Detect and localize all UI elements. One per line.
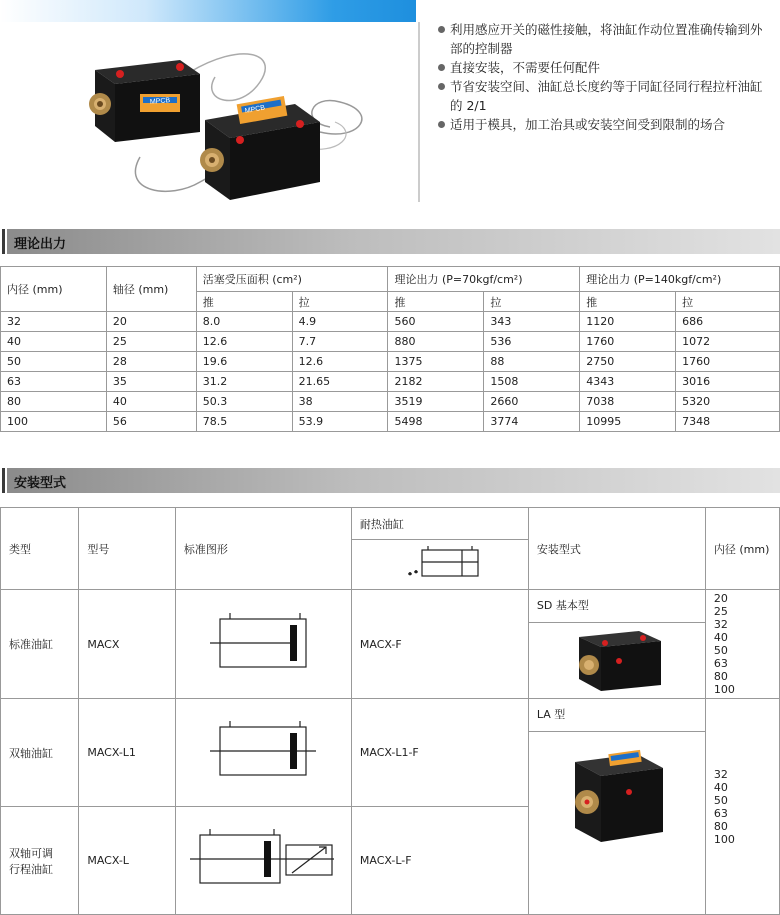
- feature-item: 利用感应开关的磁性接触，将油缸作动位置准确传输到外部的控制器: [438, 20, 768, 58]
- cell: 38: [292, 392, 388, 412]
- bore-value: 80: [713, 670, 728, 683]
- cell: 1072: [676, 332, 780, 352]
- cell: 25: [106, 332, 196, 352]
- symbol-cell: [175, 590, 351, 699]
- cell: 28: [106, 352, 196, 372]
- cell: 1120: [580, 312, 676, 332]
- bore-value: 20: [713, 592, 728, 605]
- cell: 21.65: [292, 372, 388, 392]
- cell: 536: [484, 332, 580, 352]
- mount-cell-sd: [528, 590, 705, 699]
- cell: 88: [484, 352, 580, 372]
- mount-label: SD 基本型: [529, 590, 705, 623]
- brand-logo-text: MPCB: [244, 104, 266, 115]
- header-symbol: 标准图形: [175, 508, 351, 590]
- header-push: 推: [580, 292, 676, 312]
- header-push: 推: [196, 292, 292, 312]
- cell-type: 双轴油缸: [1, 699, 79, 807]
- table-row: [1, 352, 780, 372]
- cell: 100: [1, 412, 107, 432]
- cell: 343: [484, 312, 580, 332]
- standard-cylinder-symbol: [176, 591, 351, 695]
- bore-value: 100: [713, 832, 735, 846]
- cell-heat: MACX-L1-F: [351, 699, 528, 807]
- heat-symbol-cell: [351, 540, 528, 590]
- header-pull: 拉: [484, 292, 580, 312]
- cell: 560: [388, 312, 484, 332]
- header-bore: 内径 (mm): [705, 508, 779, 590]
- bore-list-la: [705, 699, 779, 915]
- table-row: [1, 412, 780, 432]
- cell: 10995: [580, 412, 676, 432]
- cell-heat: MACX-L-F: [351, 807, 528, 915]
- feature-item: 直接安装，不需要任何配件: [438, 58, 768, 77]
- bore-value: 25: [713, 605, 728, 618]
- cell-model: MACX-L: [79, 807, 176, 915]
- cell-model: MACX: [79, 590, 176, 699]
- cell: 56: [106, 412, 196, 432]
- table-row: [1, 312, 780, 332]
- section-title: 安装型式: [14, 476, 67, 491]
- cell: 7038: [580, 392, 676, 412]
- cell: 2182: [388, 372, 484, 392]
- cell: 32: [1, 312, 107, 332]
- cell: 5498: [388, 412, 484, 432]
- cell: 50.3: [196, 392, 292, 412]
- cell: 1760: [676, 352, 780, 372]
- feature-item: 节省安装空间、油缸总长度约等于同缸径同行程拉杆油缸的 2/1: [438, 77, 768, 115]
- bore-value: 100: [713, 683, 735, 696]
- cell-type: 双轴可调 行程油缸: [1, 807, 79, 915]
- header-rod: 轴径 (mm): [106, 267, 196, 312]
- cell: 40: [1, 332, 107, 352]
- cell: 40: [106, 392, 196, 412]
- bore-list-sd: [705, 590, 779, 699]
- table-row: [1, 332, 780, 352]
- table-row: [1, 590, 780, 699]
- mount-label: LA 型: [529, 699, 705, 732]
- header-heat: 耐热油缸: [351, 508, 528, 540]
- feature-item: 适用于模具，加工治具或安装空间受到限制的场合: [438, 115, 768, 134]
- bore-value: 40: [713, 631, 728, 644]
- cell: 78.5: [196, 412, 292, 432]
- cell: 1508: [484, 372, 580, 392]
- cell: 80: [1, 392, 107, 412]
- table-row: [1, 392, 780, 412]
- cell: 5320: [676, 392, 780, 412]
- bore-value: 50: [713, 793, 728, 807]
- cell: 12.6: [292, 352, 388, 372]
- header-type: 类型: [1, 508, 79, 590]
- cell: 63: [1, 372, 107, 392]
- cell: 3519: [388, 392, 484, 412]
- cell: 880: [388, 332, 484, 352]
- feature-list: [438, 20, 768, 134]
- la-cylinder-image: [529, 732, 705, 872]
- cell-type: 标准油缸: [1, 590, 79, 699]
- cell: 7.7: [292, 332, 388, 352]
- bore-value: 63: [713, 806, 728, 820]
- cell: 2660: [484, 392, 580, 412]
- double-rod-cylinder-symbol: [176, 699, 351, 803]
- bore-value: 32: [713, 618, 728, 631]
- theory-force-table: [0, 266, 780, 432]
- product-header: [0, 0, 780, 205]
- cell: 7348: [676, 412, 780, 432]
- mounting-table: [0, 507, 780, 915]
- header-area: 活塞受压面积 (cm²): [196, 267, 388, 292]
- symbol-cell: [175, 699, 351, 807]
- header-model: 型号: [79, 508, 176, 590]
- header-pull: 拉: [292, 292, 388, 312]
- header-bore: 内径 (mm): [1, 267, 107, 312]
- bore-value: 50: [713, 644, 728, 657]
- heat-cylinder-symbol: [352, 540, 528, 586]
- adjustable-stroke-cylinder-symbol: [176, 807, 351, 911]
- cell: 12.6: [196, 332, 292, 352]
- cell: 4.9: [292, 312, 388, 332]
- cell: 1375: [388, 352, 484, 372]
- cell: 20: [106, 312, 196, 332]
- header-force140: 理论出力 (P=140kgf/cm²): [580, 267, 780, 292]
- cell: 8.0: [196, 312, 292, 332]
- cell: 19.6: [196, 352, 292, 372]
- bore-value: 63: [713, 657, 728, 670]
- bore-value: 40: [713, 780, 728, 794]
- section-title: 理论出力: [14, 237, 67, 252]
- mount-cell-la: [528, 699, 705, 915]
- header-bar: [0, 0, 416, 22]
- section-header-theory: [0, 229, 780, 254]
- cell: 686: [676, 312, 780, 332]
- table-row: [1, 699, 780, 807]
- header-force70: 理论出力 (P=70kgf/cm²): [388, 267, 580, 292]
- header-push: 推: [388, 292, 484, 312]
- bore-value: 80: [713, 819, 728, 833]
- header-mount: 安装型式: [528, 508, 705, 590]
- product-photo: [0, 22, 420, 202]
- sd-cylinder-image: [529, 623, 705, 695]
- cell-heat: MACX-F: [351, 590, 528, 699]
- cylinder-photo-image: [0, 22, 416, 202]
- cell: 2750: [580, 352, 676, 372]
- table-row: [1, 372, 780, 392]
- cell: 31.2: [196, 372, 292, 392]
- cell: 3774: [484, 412, 580, 432]
- bore-value: 32: [713, 767, 728, 781]
- cell: 35: [106, 372, 196, 392]
- symbol-cell: [175, 807, 351, 915]
- header-pull: 拉: [676, 292, 780, 312]
- cell: 1760: [580, 332, 676, 352]
- cell: 3016: [676, 372, 780, 392]
- cell: 53.9: [292, 412, 388, 432]
- cell-model: MACX-L1: [79, 699, 176, 807]
- svg-text:MPCB: MPCB: [149, 97, 171, 106]
- section-header-mounting: [0, 468, 780, 493]
- cell: 4343: [580, 372, 676, 392]
- cell: 50: [1, 352, 107, 372]
